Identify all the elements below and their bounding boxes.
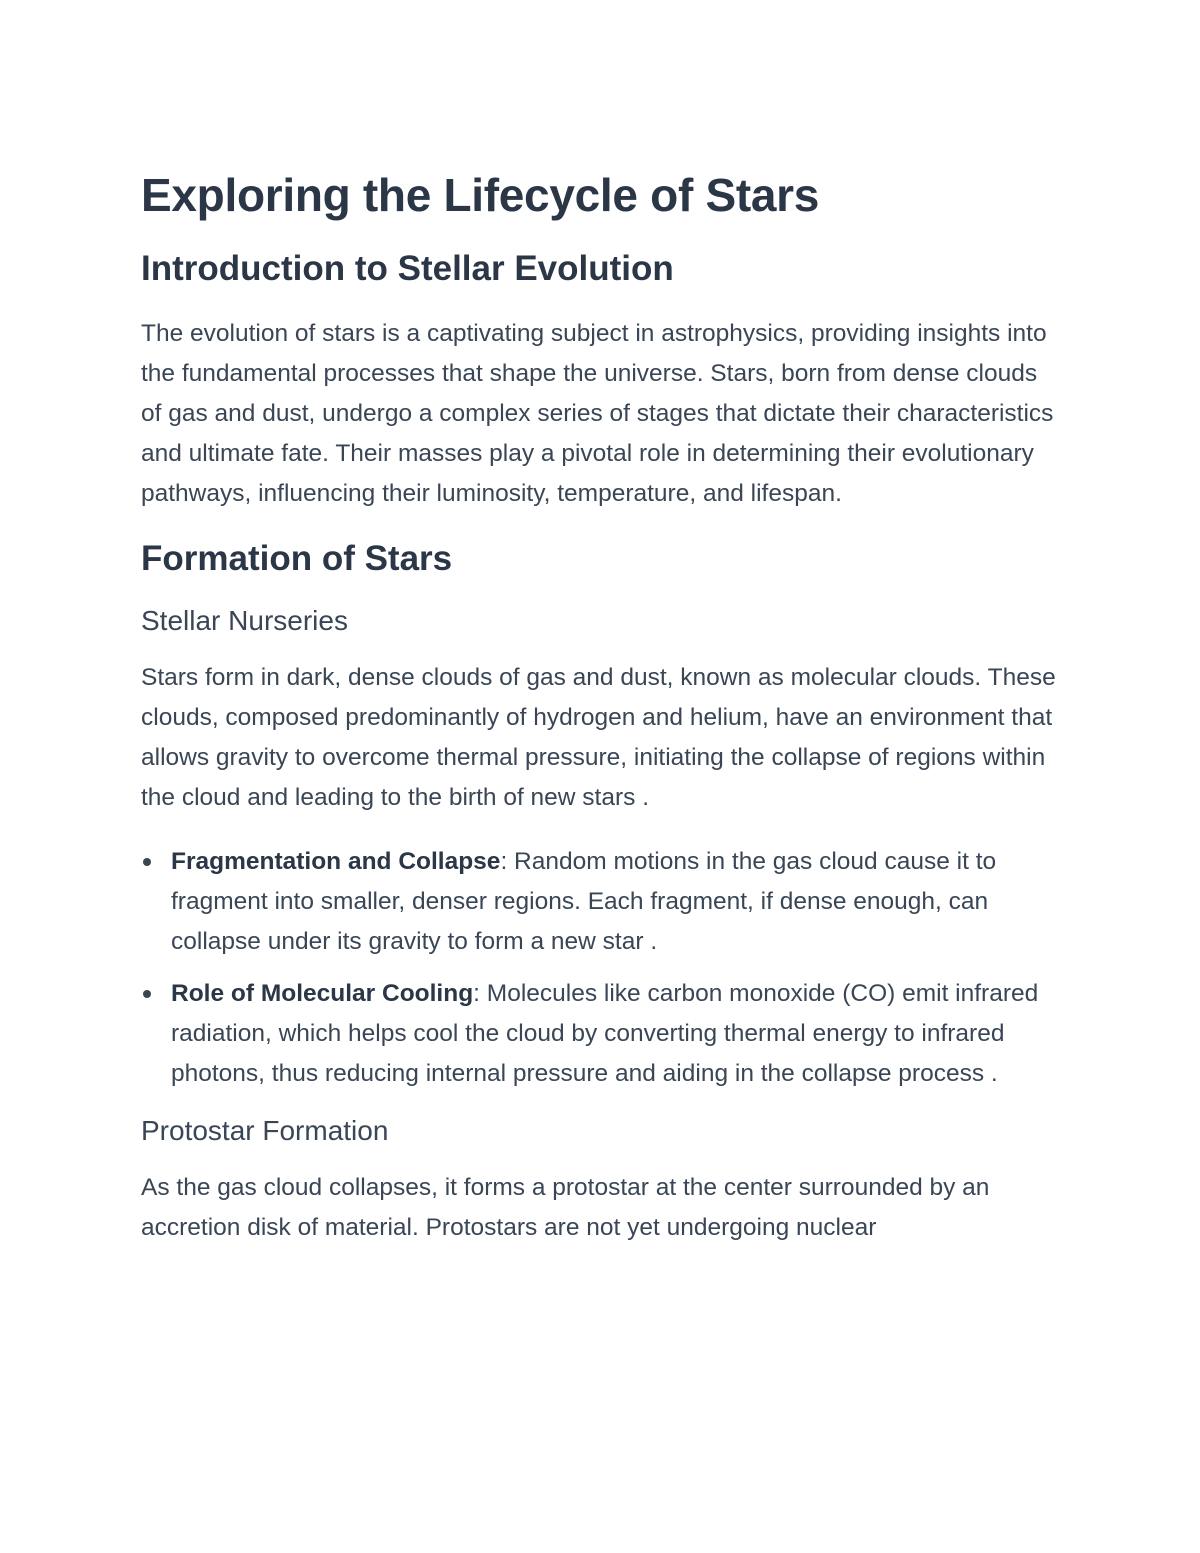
list-item [141, 974, 1061, 1094]
document-page [141, 168, 1061, 1272]
list-item-term: Role of Molecular Cooling [171, 980, 474, 1007]
protostar-formation-paragraph: As the gas cloud collapses, it forms a protostar at the center surrounded by an accretion disk of material. Protostars are not yet undergoing nuclear [141, 1174, 990, 1241]
list-item-text: : Random motions in the gas cloud cause it to fragment into smaller, denser regions. Each fragment, if dense enough, can collapse under its gravity to form a new star . [171, 848, 997, 955]
bullet-icon [143, 990, 151, 998]
list-item-term: Fragmentation and Collapse [171, 848, 501, 875]
introduction-paragraph: The evolution of stars is a captivating subject in astrophysics, providing insights into the fundamental processes that shape the universe. Stars, born from dense clouds of gas and dust, undergo a complex series of stages that dictate their characteristics and ultimate fate. Their masses play a pivotal role in determining their evolutionary pathways, influencing their luminosity, temperature, and lifespan. [141, 320, 1054, 507]
list-item [141, 842, 1061, 962]
document-title: Exploring the Lifecycle of Stars [141, 169, 820, 221]
subsection-heading-protostar-formation: Protostar Formation [141, 1115, 389, 1146]
section-heading-introduction: Introduction to Stellar Evolution [141, 249, 674, 288]
list-item-text: : Molecules like carbon monoxide (CO) emit infrared radiation, which helps cool the cloud by converting thermal energy to infrared photons, thus reducing internal pressure and aiding in the collapse process . [171, 980, 1039, 1087]
stellar-nurseries-paragraph: Stars form in dark, dense clouds of gas and dust, known as molecular clouds. These clouds, composed predominantly of hydrogen and helium, have an environment that allows gravity to overcome thermal pressure, initiating the collapse of regions within the cloud and leading to the birth of new stars . [141, 664, 1056, 811]
section-heading-formation: Formation of Stars [141, 539, 453, 578]
bullet-icon [143, 858, 151, 866]
subsection-heading-stellar-nurseries: Stellar Nurseries [141, 605, 348, 636]
stellar-nurseries-list [141, 842, 1061, 1094]
